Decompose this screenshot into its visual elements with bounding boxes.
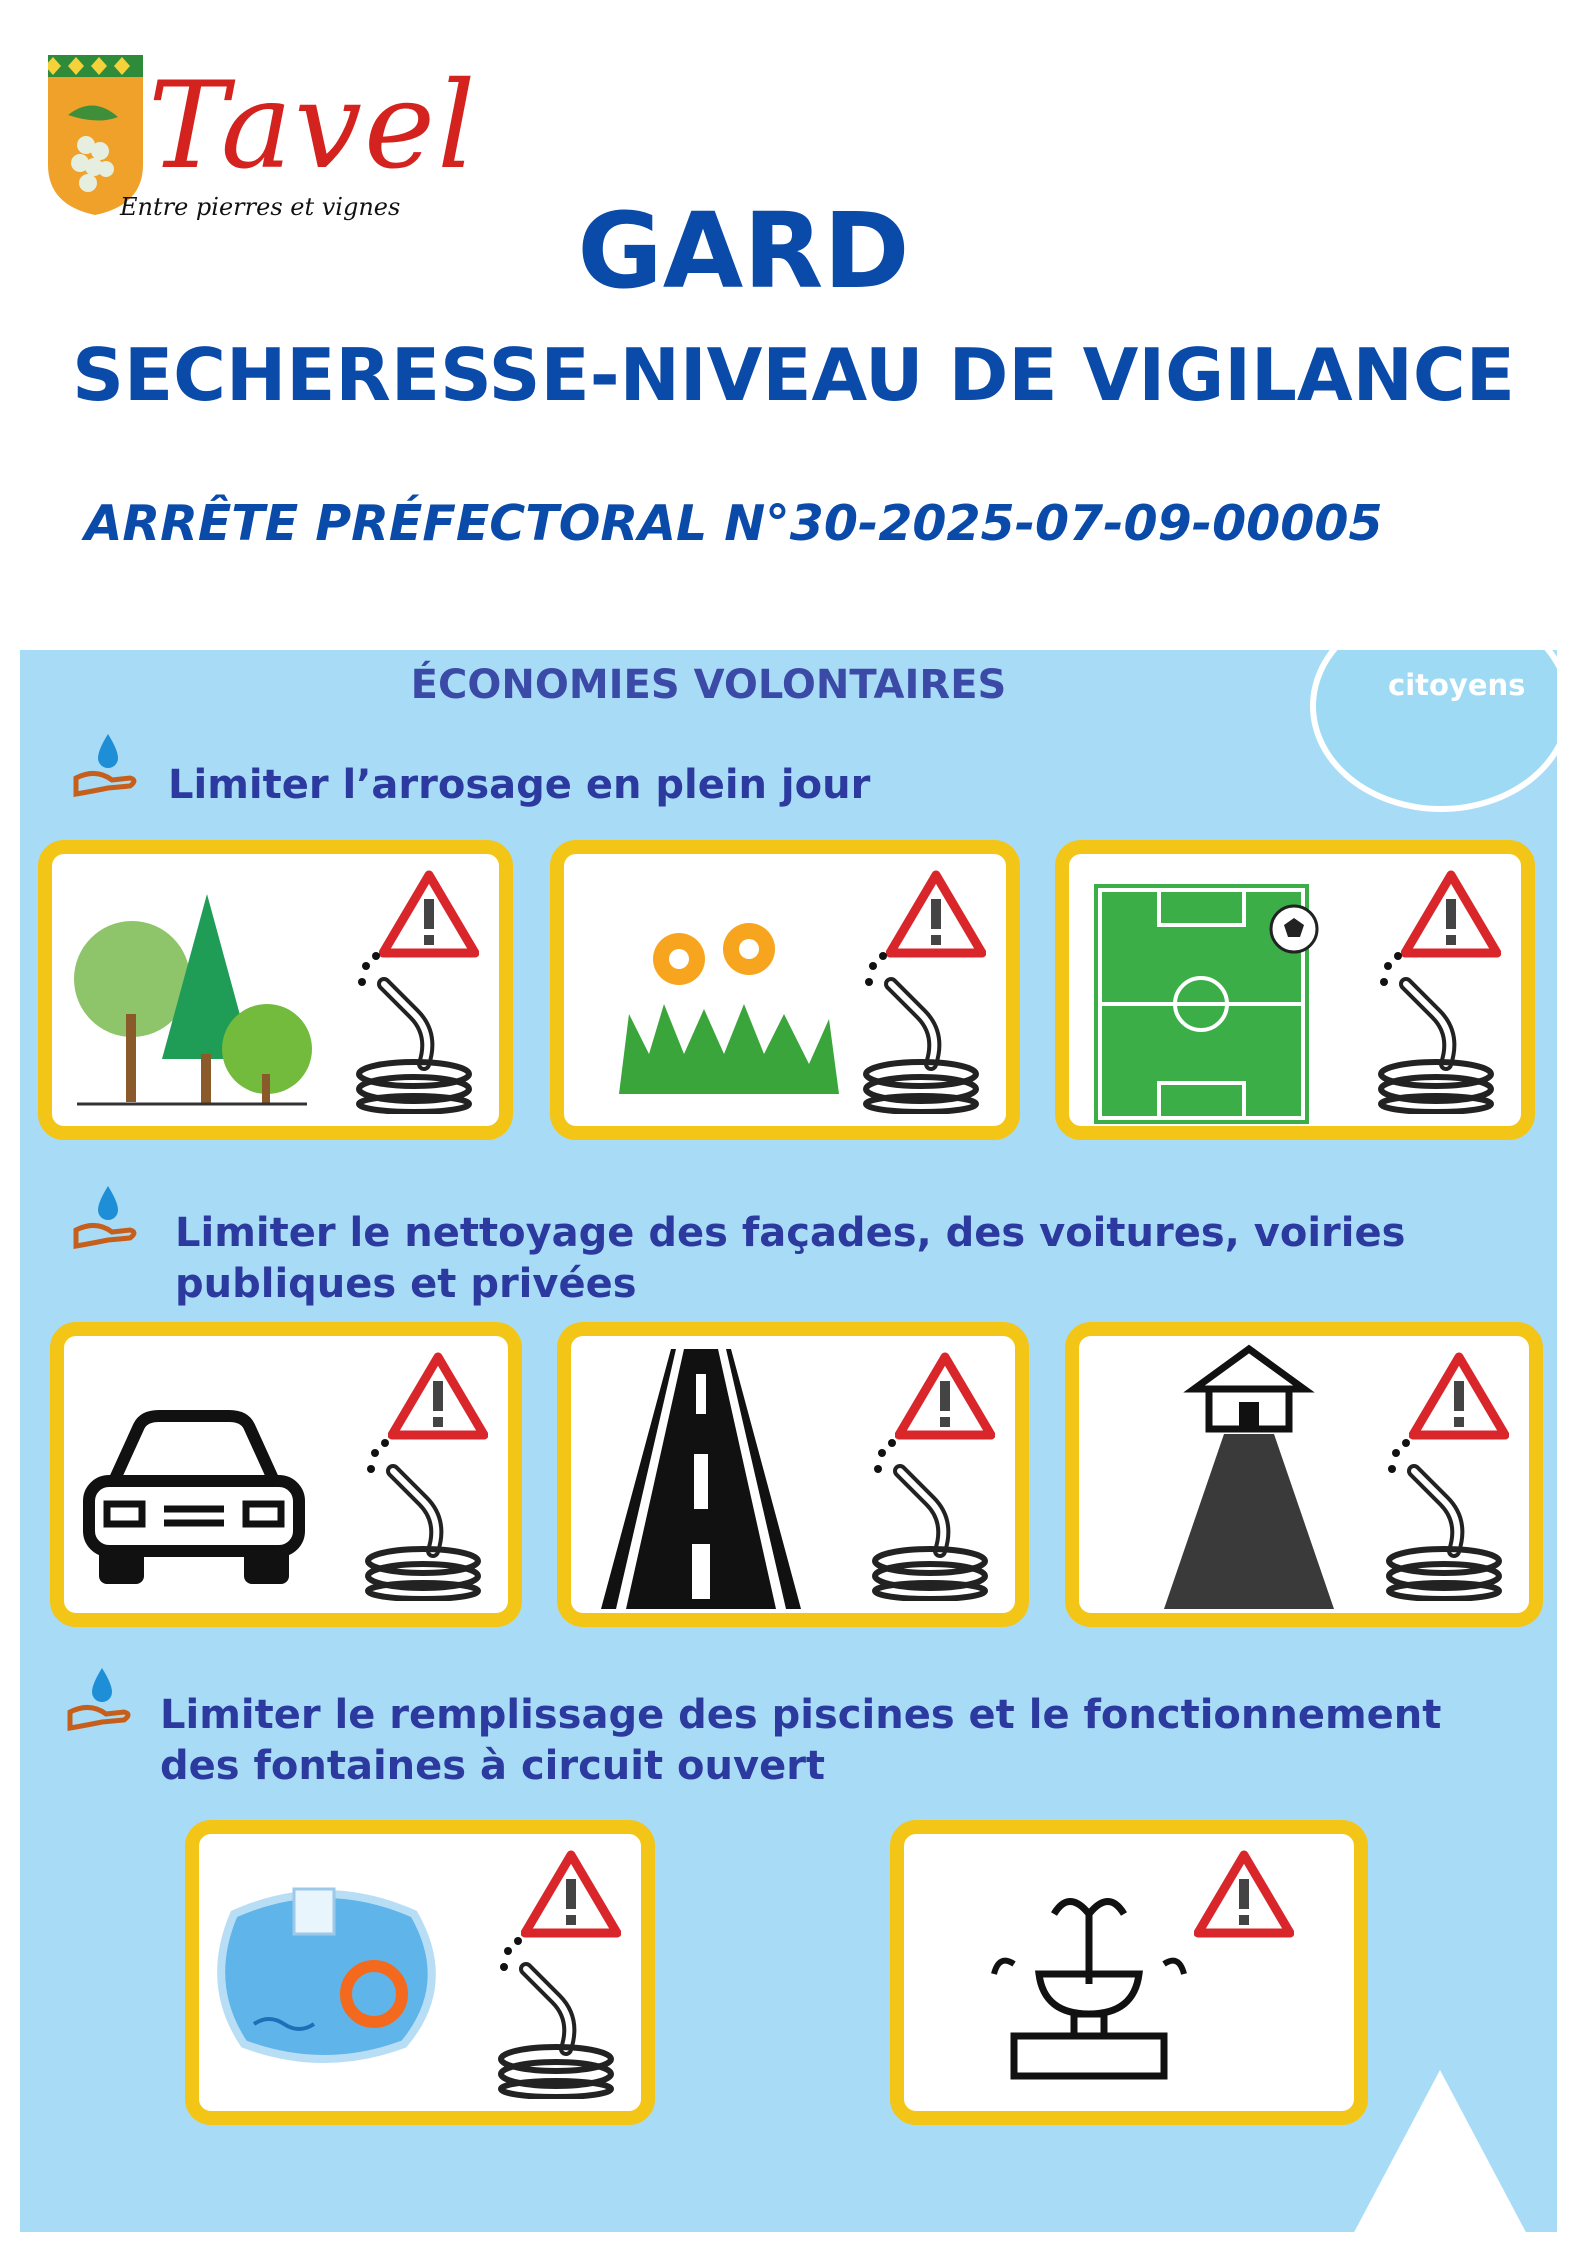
card-pool: [185, 1820, 655, 2125]
garden-hose-icon: [354, 944, 474, 1118]
card-road: [557, 1322, 1029, 1627]
warning-triangle-icon: [1194, 1849, 1294, 1943]
garden-hose-icon: [496, 1929, 616, 2103]
card-house-driveway: [1065, 1322, 1543, 1627]
card-car: [50, 1322, 522, 1627]
section-2-line-1: Limiter le nettoyage des façades, des voitures, voiries: [175, 1210, 1406, 1256]
corner-badge-label: citoyens: [1388, 668, 1526, 702]
section-1-label: Limiter l’arrosage en plein jour: [168, 762, 871, 808]
car-icon: [79, 1406, 309, 1586]
house-path-icon: [1154, 1344, 1344, 1614]
water-drop-hand-icon: [68, 728, 148, 808]
fountain-icon: [974, 1854, 1204, 2084]
bottom-triangle-shape: [1350, 2070, 1530, 2232]
garden-hose-icon: [1376, 944, 1496, 1118]
card-sports-field: [1055, 840, 1535, 1140]
logo-wordmark: Tavel: [148, 57, 478, 196]
garden-hose-icon: [1384, 1431, 1504, 1605]
drought-infographic: [20, 650, 1557, 2232]
garden-hose-icon: [861, 944, 981, 1118]
decree-reference: ARRÊTE PRÉFECTORAL N°30-2025-07-09-00005: [84, 495, 1383, 552]
water-drop-hand-icon: [68, 1180, 148, 1260]
infographic-title: ÉCONOMIES VOLONTAIRES: [410, 662, 1007, 708]
trees-icon: [62, 884, 312, 1114]
soccer-ball-icon: [1269, 904, 1319, 954]
card-fountain: [890, 1820, 1368, 2125]
garden-hose-icon: [363, 1431, 483, 1605]
water-drop-hand-icon: [62, 1662, 142, 1742]
swimming-pool-icon: [204, 1874, 454, 2074]
section-3-label: [160, 1690, 1441, 1792]
card-garden: [38, 840, 513, 1140]
logo-tagline: Entre pierres et vignes: [120, 193, 401, 221]
garden-hose-icon: [870, 1431, 990, 1605]
card-lawn: [550, 840, 1020, 1140]
page-subtitle: SECHERESSE-NIVEAU DE VIGILANCE: [72, 333, 1515, 417]
flowers-grass-icon: [609, 904, 849, 1104]
road-icon: [596, 1344, 806, 1614]
section-3-line-2: des fontaines à circuit ouvert: [160, 1743, 826, 1790]
section-2-line-2: publiques et privées: [175, 1261, 637, 1308]
page-title: GARD: [577, 190, 910, 312]
section-2-label: [175, 1208, 1405, 1310]
section-3-line-1: Limiter le remplissage des piscines et le fonctionnement: [160, 1692, 1442, 1738]
